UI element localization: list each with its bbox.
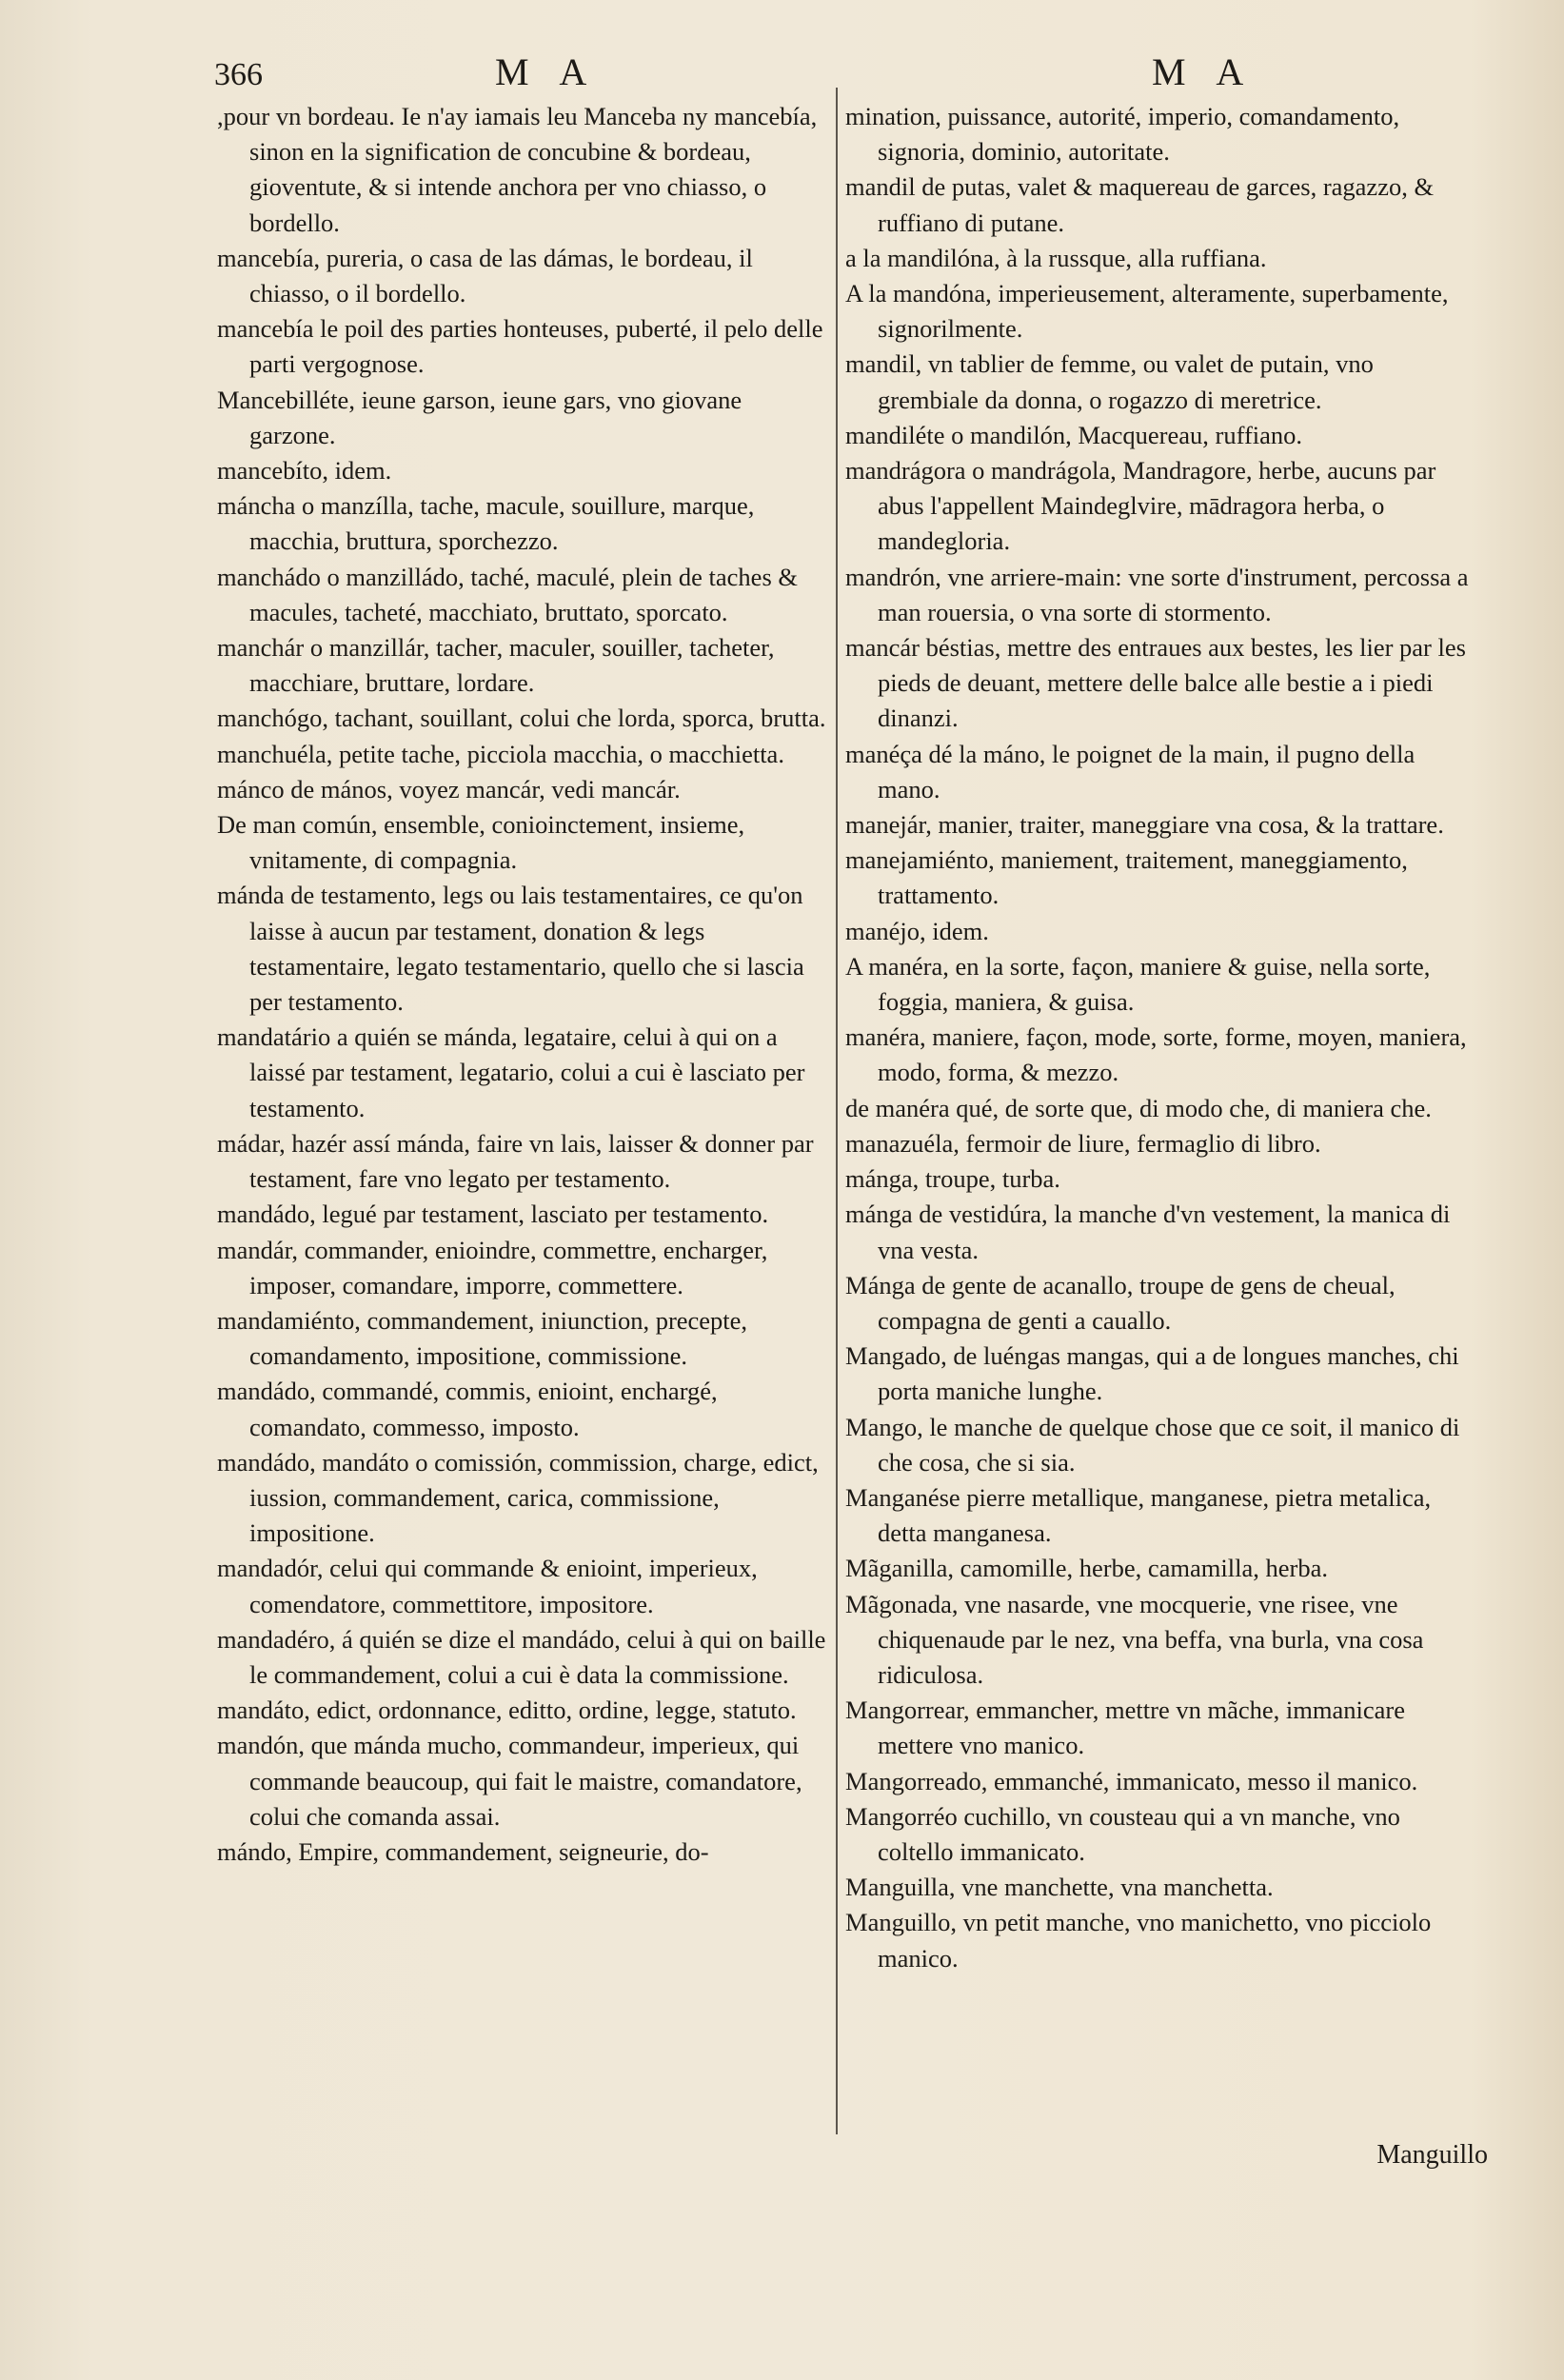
entry: mádar, hazér assí mánda, faire vn lais, laisser & donner par testament, fare vno legato per testamento.	[217, 1128, 814, 1194]
entry: mination, puissance, autorité, imperio, comandamento, signoria, dominio, autoritate.	[845, 102, 1400, 167]
entry: ,pour vn bordeau. Ie n'ay iamais leu Manceba ny mancebía, sinon en la signification de concubine & bordeau, gioventute, & si intende anchora per vno chiasso, o bordello.	[217, 102, 818, 237]
page-header	[0, 46, 1564, 93]
entry: Mancebilléte, ieune garson, ieune gars, vno giovane garzone.	[217, 385, 742, 449]
entry: manchógo, tachant, souillant, colui che lorda, sporca, brutta.	[217, 704, 826, 733]
entry: mandatário a quién se mánda, legataire, celui à qui on a laissé par testament, legatario, colui a cui è lasciato per testamento.	[217, 1022, 805, 1122]
entry: mandádo, legué par testament, lasciato per testamento.	[217, 1200, 769, 1229]
entry: manazuéla, fermoir de liure, fermaglio di libro.	[845, 1128, 1321, 1158]
entry: mandrágora o mandrágola, Mandragore, herbe, aucuns par abus l'appellent Maindeglvire, mādragora herba, o mandegloria.	[845, 456, 1436, 556]
entry: mandrón, vne arriere-main: vne sorte d'instrument, percossa a man rouersia, o vna sorte di stormento.	[845, 562, 1469, 626]
entry: manchádo o manzilládo, taché, maculé, plein de taches & macules, tacheté, macchiato, bruttato, sporcato.	[217, 562, 798, 626]
entry: de manéra qué, de sorte que, di modo che, di maniera che.	[845, 1093, 1432, 1122]
entry: mánga, troupe, turba.	[845, 1164, 1060, 1194]
entry: mandón, que mánda mucho, commandeur, imperieux, qui commande beaucoup, qui fait le maistre, comandatore, colui che comanda assai.	[217, 1731, 802, 1831]
entry: mancebía le poil des parties honteuses, puberté, il pelo delle parti vergognose.	[217, 314, 823, 379]
entry: manejamiénto, maniement, traitement, maneggiamento, trattamento.	[845, 845, 1408, 910]
entry: A la mandóna, imperieusement, alteramente, superbamente, signorilmente.	[845, 279, 1449, 344]
entry: Mánga de gente de acanallo, troupe de gens de cheual, compagna de genti a cauallo.	[845, 1270, 1396, 1335]
entry: Manganése pierre metallique, manganese, pietra metalica, detta manganesa.	[845, 1482, 1432, 1548]
entry: mándo, Empire, commandement, seigneurie, do-	[217, 1836, 709, 1866]
catchword: Manguillo	[1376, 2140, 1488, 2170]
entry: mandádo, commandé, commis, enioint, enchargé, comandato, commesso, imposto.	[217, 1377, 718, 1441]
page-number: 366	[214, 57, 263, 92]
entry: Mangorrear, emmancher, mettre vn mãche, immanicare mettere vno manico.	[845, 1696, 1405, 1760]
entry: mancebía, pureria, o casa de las dámas, le bordeau, il chiasso, o il bordello.	[217, 243, 753, 308]
right-column	[845, 99, 1478, 1976]
entry: manéra, maniere, façon, mode, sorte, forme, moyen, maniera, modo, forma, & mezzo.	[845, 1022, 1467, 1087]
entry: Mango, le manche de quelque chose que ce soit, il manico di che cosa, che si sia.	[845, 1412, 1460, 1477]
entry: a la mandilóna, à la russque, alla ruffiana.	[845, 243, 1267, 272]
entry: manchuéla, petite tache, picciola macchia, o macchietta.	[217, 739, 784, 768]
entry: mandáto, edict, ordonnance, editto, ordine, legge, statuto.	[217, 1696, 797, 1725]
entry: Mãgonada, vne nasarde, vne mocquerie, vne risee, vne chiquenaude par le nez, vna beffa, vna burla, vna cosa ridiculosa.	[845, 1589, 1424, 1689]
entry: manchár o manzillár, tacher, maculer, souiller, tacheter, macchiare, bruttare, lordare.	[217, 633, 775, 698]
entry: mandamiénto, commandement, iniunction, precepte, comandamento, impositione, commissione.	[217, 1305, 748, 1371]
entry: manéça dé la máno, le poignet de la main, il pugno della mano.	[845, 739, 1416, 803]
entry: Manguilla, vne manchette, vna manchetta.	[845, 1873, 1274, 1902]
entry: Mangorreado, emmanché, immanicato, messo il manico.	[845, 1766, 1418, 1795]
entry: Mangorréo cuchillo, vn cousteau qui a vn manche, vno coltello immanicato.	[845, 1801, 1400, 1866]
entry: Mãganilla, camomille, herbe, camamilla, herba.	[845, 1554, 1328, 1583]
running-head-left: M A	[495, 50, 599, 93]
running-head-right: M A	[1152, 50, 1256, 93]
entry: mandadór, celui qui commande & enioint, imperieux, comendatore, commettitore, impositore.	[217, 1554, 758, 1618]
entry: Mangado, de luéngas mangas, qui a de longues manches, chi porta maniche lunghe.	[845, 1341, 1459, 1406]
entry: A manéra, en la sorte, façon, maniere & guise, nella sorte, foggia, maniera, & guisa.	[845, 951, 1431, 1017]
column-rule	[836, 88, 838, 2134]
entry: máncha o manzílla, tache, macule, souillure, marque, macchia, bruttura, sporchezzo.	[217, 491, 755, 556]
entry: mandádo, mandáto o comissión, commission, charge, edict, iussion, commandement, carica, commissione, impositione.	[217, 1447, 819, 1548]
entry: mandadéro, á quién se dize el mandádo, celui à qui on baille le commandement, colui a cui è data la commissione.	[217, 1624, 826, 1689]
left-column	[217, 99, 826, 1870]
entry: mandil de putas, valet & maquereau de garces, ragazzo, & ruffiano di putane.	[845, 172, 1435, 237]
entry: mandil, vn tablier de femme, ou valet de putain, vno grembiale da donna, o rogazzo di meretrice.	[845, 349, 1374, 414]
entry: mancár béstias, mettre des entraues aux bestes, les lier par les pieds de deuant, mettere delle balce alle bestie a i piedi dinanzi.	[845, 633, 1466, 733]
entry: Manguillo, vn petit manche, vno manichetto, vno picciolo manico.	[845, 1908, 1432, 1973]
entry: De man común, ensemble, conioinctement, insieme, vnitamente, di compagnia.	[217, 810, 745, 875]
entry: manejár, manier, traiter, maneggiare vna cosa, & la trattare.	[845, 810, 1444, 840]
entry: mancebíto, idem.	[217, 456, 392, 486]
entry: mánga de vestidúra, la manche d'vn vestement, la manica di vna vesta.	[845, 1200, 1451, 1264]
entry: manéjo, idem.	[845, 916, 989, 945]
entry: mánco de mános, voyez mancár, vedi mancár.	[217, 774, 681, 803]
entry: mánda de testamento, legs ou lais testamentaires, ce qu'on laisse à aucun par testament, donation & legs testamentaire, legato testamentario, quello che si lascia per testamento.	[217, 881, 804, 1017]
entry: mandiléte o mandilón, Macquereau, ruffiano.	[845, 420, 1303, 449]
entry: mandár, commander, enioindre, commettre, encharger, imposer, comandare, imporre, commettere.	[217, 1235, 768, 1299]
